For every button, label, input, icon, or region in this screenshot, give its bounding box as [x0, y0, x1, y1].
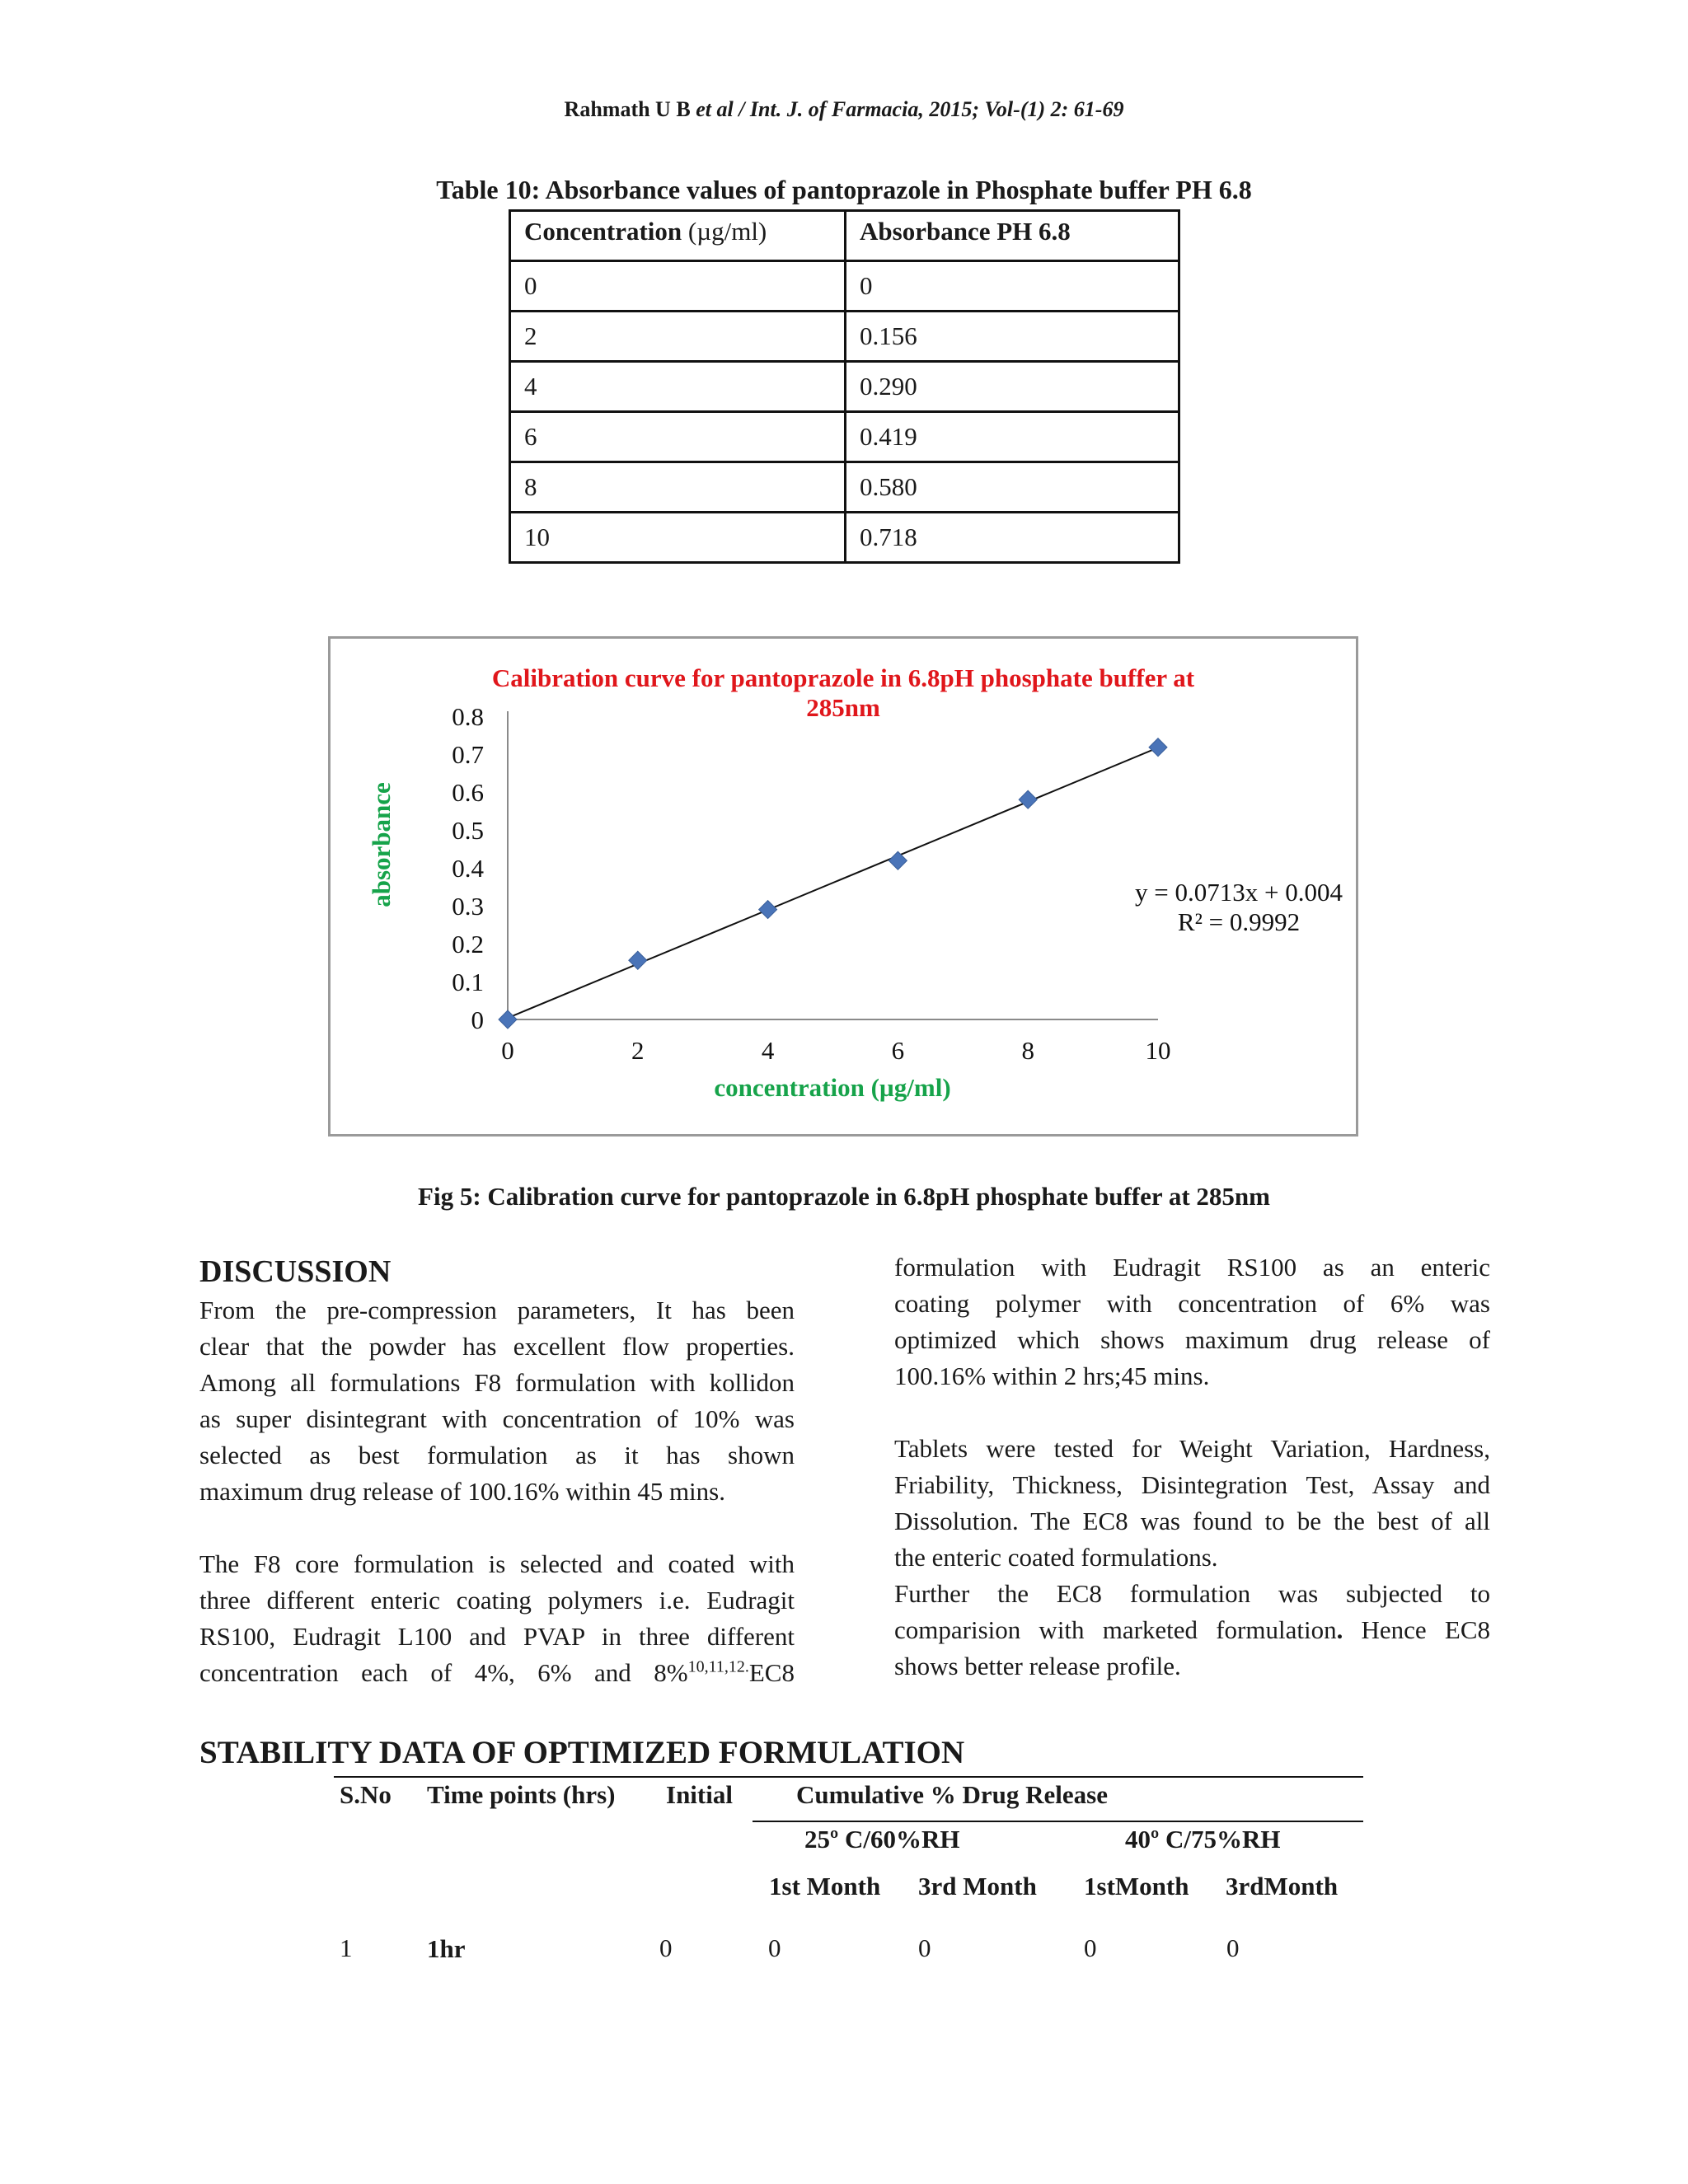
table-row: [510, 362, 1179, 412]
table-cell: 8: [510, 462, 846, 513]
data-point: [759, 901, 777, 919]
table10: [509, 209, 1180, 564]
x-tick-label: 2: [631, 1036, 645, 1065]
row1-40c-1st: 0: [1084, 1933, 1097, 1962]
sub-header-1st-month-40: 1stMonth: [1084, 1872, 1189, 1900]
citation-superscript: 10,11,12.: [687, 1657, 749, 1676]
text-line: Dissolution. The EC8 was found to be the best of all: [894, 1507, 1490, 1535]
trendline-equation: y = 0.0713x + 0.004: [1135, 878, 1343, 907]
x-tick-label: 8: [1021, 1036, 1034, 1065]
col-initial-header: Initial: [666, 1780, 733, 1809]
text-line: RS100, Eudragit L100 and PVAP in three different: [199, 1622, 795, 1651]
x-tick-labels: [501, 1036, 1170, 1065]
text-line: Tablets were tested for Weight Variation, Hardness,: [894, 1434, 1490, 1463]
table-row: [510, 513, 1179, 563]
text-line: coating polymer with concentration of 6% was: [894, 1289, 1490, 1318]
y-tick-label: 0.6: [452, 778, 484, 807]
x-tick-label: 10: [1145, 1036, 1171, 1065]
row1-25c-1st: 0: [768, 1933, 781, 1962]
row1-initial: 0: [659, 1933, 673, 1962]
row1-time: 1hr: [427, 1934, 466, 1963]
table10-header-row: [510, 211, 1179, 261]
table-cell: 2: [510, 312, 846, 362]
paragraph-gap: [894, 1394, 1490, 1431]
table-row: [510, 412, 1179, 462]
table-rule-top: [334, 1776, 1363, 1778]
table10-title: Table 10: Absorbance values of pantoprazole in Phosphate buffer PH 6.8: [436, 175, 1252, 204]
table-cell: 0.290: [846, 362, 1179, 412]
col-time-header: Time points (hrs): [427, 1780, 616, 1809]
text-line: maximum drug release of 100.16% within 45 mins.: [199, 1477, 725, 1506]
sub-header-3rd-month: 3rd Month: [918, 1872, 1037, 1900]
text-line: From the pre-compression parameters, It has been: [199, 1296, 795, 1324]
r-squared: R² = 0.9992: [1177, 907, 1301, 936]
text-line: selected as best formulation as it has shown: [199, 1441, 795, 1469]
text-line: comparision with marketed formulation. Hence EC8: [894, 1615, 1490, 1644]
table-row: [510, 261, 1179, 312]
discussion-heading: DISCUSSION: [199, 1254, 392, 1289]
condition-40c-header: 40º C/75%RH: [1125, 1825, 1281, 1854]
text-line: concentration each of 4%, 6% and 8%$^{10,11,12.}$EC8: [199, 1657, 795, 1687]
y-tick-label: 0.1: [452, 968, 484, 996]
x-tick-label: 0: [501, 1036, 514, 1065]
table-cell: 0.419: [846, 412, 1179, 462]
paragraph-gap: [199, 1510, 795, 1546]
text-line: Friability, Thickness, Disintegration Test, Assay and: [894, 1470, 1490, 1499]
x-tick-label: 6: [891, 1036, 905, 1065]
data-point: [1149, 738, 1167, 757]
data-point: [889, 851, 907, 869]
y-tick-label: 0.5: [452, 816, 484, 845]
trendline: [508, 748, 1158, 1018]
data-point: [1019, 790, 1037, 808]
y-tick-label: 0.8: [452, 702, 484, 731]
sub-header-1st-month: 1st Month: [769, 1872, 881, 1900]
sub-header-3rd-month-40: 3rdMonth: [1226, 1872, 1339, 1900]
table-rule-sub: [753, 1821, 1363, 1822]
table-cell: 0.156: [846, 312, 1179, 362]
text-line: the enteric coated formulations.: [894, 1543, 1218, 1572]
chart-svg: [331, 639, 1356, 1134]
y-tick-label: 0.3: [452, 892, 484, 921]
running-header: [0, 97, 1688, 122]
text-line: 100.16% within 2 hrs;45 mins.: [894, 1361, 1210, 1390]
table10-col1-header: Concentration (µg/ml): [510, 211, 846, 261]
row1-25c-3rd: 0: [918, 1933, 931, 1962]
row1-sno: 1: [340, 1933, 353, 1962]
chart-title-line1: Calibration curve for pantoprazole in 6.8pH phosphate buffer at: [491, 663, 1195, 692]
y-tick-label: 0.4: [452, 854, 484, 883]
header-authors: Rahmath U B: [564, 97, 691, 121]
table-cell: 10: [510, 513, 846, 563]
y-tick-label: 0: [471, 1005, 484, 1034]
text-line: clear that the powder has excellent flow properties.: [199, 1332, 795, 1361]
discussion-left-column: [199, 1251, 795, 1691]
calibration-chart: [328, 636, 1358, 1137]
table-cell: 4: [510, 362, 846, 412]
text-line: as super disintegrant with concentration of 10% was: [199, 1404, 795, 1433]
figure-caption: Fig 5: Calibration curve for pantoprazole in 6.8pH phosphate buffer at 285nm: [418, 1182, 1270, 1211]
x-axis-label: concentration (µg/ml): [714, 1073, 951, 1102]
table-cell: 0: [510, 261, 846, 312]
header-journal: / Int. J. of Farmacia, 2015; Vol-(1) 2: 61-69: [738, 97, 1124, 121]
row1-40c-3rd: 0: [1226, 1933, 1240, 1962]
text-line: Further the EC8 formulation was subjected to: [894, 1579, 1490, 1608]
y-axis-label: absorbance: [367, 782, 396, 907]
discussion-right-column: [894, 1249, 1490, 1685]
text-line: formulation with Eudragit RS100 as an enteric: [894, 1253, 1490, 1282]
col-cumulative-header: Cumulative % Drug Release: [796, 1780, 1108, 1809]
table-row: [510, 312, 1179, 362]
text-line: shows better release profile.: [894, 1652, 1181, 1680]
col-sno-header: S.No: [340, 1780, 392, 1809]
y-tick-label: 0.7: [452, 740, 484, 769]
y-tick-labels: [452, 702, 484, 1034]
y-tick-label: 0.2: [452, 930, 484, 958]
table-cell: 0.718: [846, 513, 1179, 563]
chart-title-line2: 285nm: [806, 693, 880, 722]
data-point: [499, 1010, 517, 1029]
text-line: three different enteric coating polymers i.e. Eudragit: [199, 1586, 795, 1615]
condition-25c-header: 25º C/60%RH: [804, 1825, 960, 1854]
stability-heading: STABILITY DATA OF OPTIMIZED FORMULATION: [199, 1735, 965, 1770]
x-tick-label: 4: [761, 1036, 775, 1065]
table-cell: 6: [510, 412, 846, 462]
text-line: optimized which shows maximum drug release of: [894, 1325, 1490, 1354]
table-row: [510, 462, 1179, 513]
table-cell: 0: [846, 261, 1179, 312]
table10-col2-header: Absorbance PH 6.8: [846, 211, 1179, 261]
text-line: The F8 core formulation is selected and coated with: [199, 1549, 795, 1578]
header-etal: et al: [696, 97, 734, 121]
text-line: Among all formulations F8 formulation with kollidon: [199, 1368, 795, 1397]
table-cell: 0.580: [846, 462, 1179, 513]
